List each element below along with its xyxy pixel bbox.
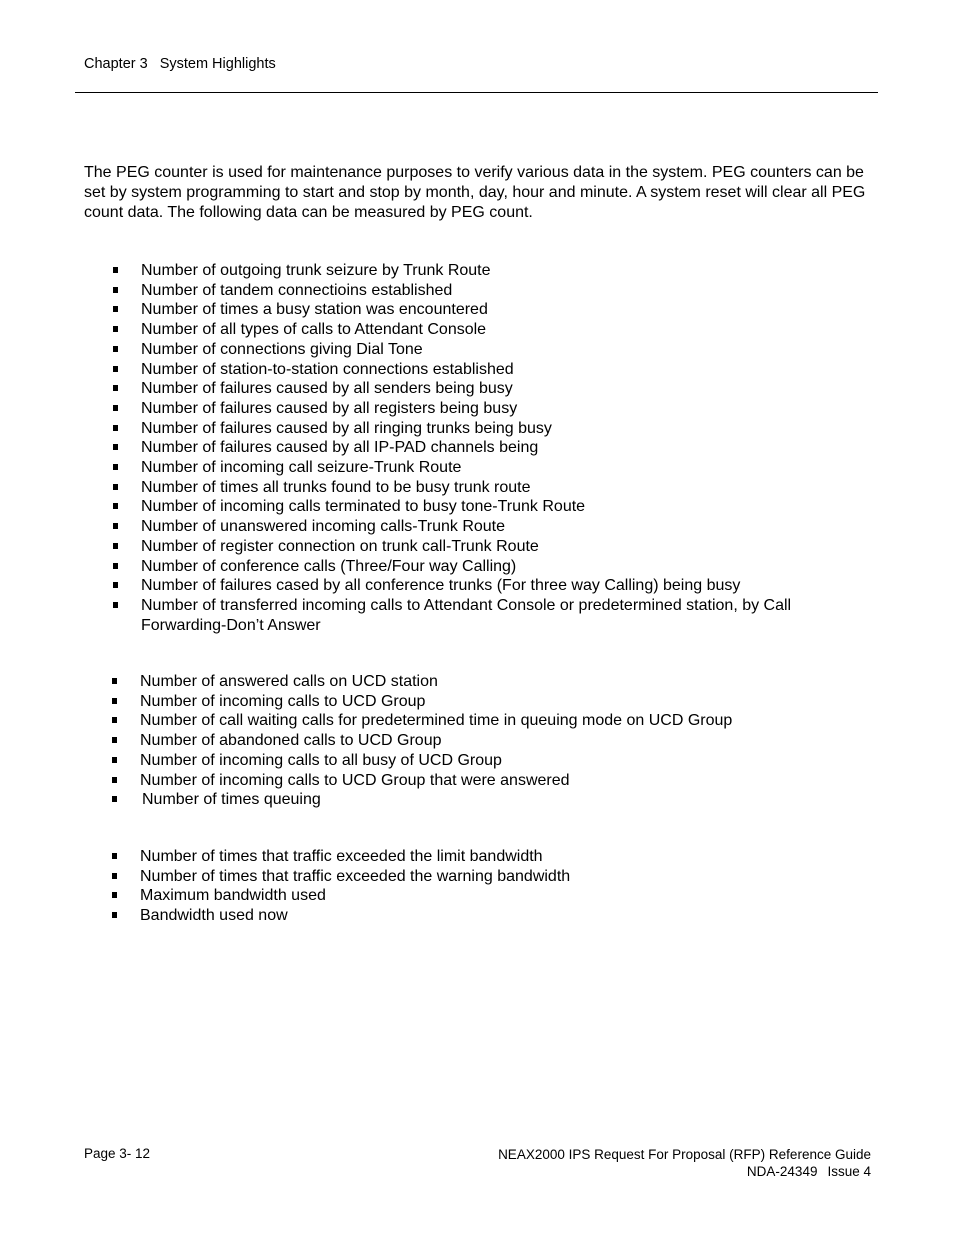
list-item: Number of call waiting calls for predetermined time in queuing mode on UCD Group [111,711,851,731]
list-item: Number of register connection on trunk call-Trunk Route [112,537,852,557]
list-item: Number of conference calls (Three/Four way Calling) [112,557,852,577]
list-item: Number of failures cased by all conference trunks (For three way Calling) being busy [112,576,852,596]
intro-paragraph: The PEG counter is used for maintenance purposes to verify various data in the system. PEG counters can be set by system programming to start and stop by month, day, hour and minute. A system reset will clear all PEG count data. The following data can be measured by PEG count. [84,164,866,221]
list-item: Number of answered calls on UCD station [111,672,851,692]
list-item: Number of outgoing trunk seizure by Trunk Route [112,261,852,281]
list-item: Number of incoming calls to all busy of UCD Group [111,751,851,771]
list-item: Number of incoming calls terminated to busy tone-Trunk Route [112,497,852,517]
list-item: Number of abandoned calls to UCD Group [111,731,851,751]
header-rule [75,92,878,93]
list-item: Number of failures caused by all senders being busy [112,379,852,399]
list-item: Number of failures caused by all ringing trunks being busy [112,419,852,439]
list-item: Number of transferred incoming calls to Attendant Console or predetermined station, by Call Forwarding-Don’t Answer [112,596,852,635]
section-title: System Highlights [159,56,276,72]
page-footer [498,1146,871,1180]
list-item: Bandwidth used now [111,906,851,926]
list-item: Number of times all trunks found to be busy trunk route [112,478,852,498]
page-number: Page 3- 12 [84,1146,151,1161]
list-item: Number of unanswered incoming calls-Trunk Route [112,517,852,537]
list-item: Number of incoming call seizure-Trunk Route [112,458,852,478]
document-number: NDA-24349 [746,1164,818,1179]
list-item: Number of station-to-station connections established [112,360,852,380]
peg-count-list [112,261,852,635]
bandwidth-peg-list [111,847,851,926]
list-item: Number of incoming calls to UCD Group that were answered [111,771,851,791]
chapter-label: Chapter 3 [84,56,148,72]
list-item: Number of connections giving Dial Tone [112,340,852,360]
document-title: NEAX2000 IPS Request For Proposal (RFP) Reference Guide [498,1147,871,1162]
list-item: Number of incoming calls to UCD Group [111,692,851,712]
issue-label: Issue 4 [827,1164,871,1179]
list-item: Number of failures caused by all IP-PAD channels being [112,438,852,458]
list-item: Number of failures caused by all registers being busy [112,399,852,419]
page-header [84,56,276,72]
list-item: Number of times that traffic exceeded the warning bandwidth [111,867,851,887]
list-item: Maximum bandwidth used [111,886,851,906]
list-item: Number of times that traffic exceeded the limit bandwidth [111,847,851,867]
list-item: Number of times queuing [111,790,851,810]
list-item: Number of tandem connectioins established [112,281,852,301]
list-item: Number of all types of calls to Attendant Console [112,320,852,340]
list-item: Number of times a busy station was encountered [112,300,852,320]
ucd-peg-list [111,672,851,810]
